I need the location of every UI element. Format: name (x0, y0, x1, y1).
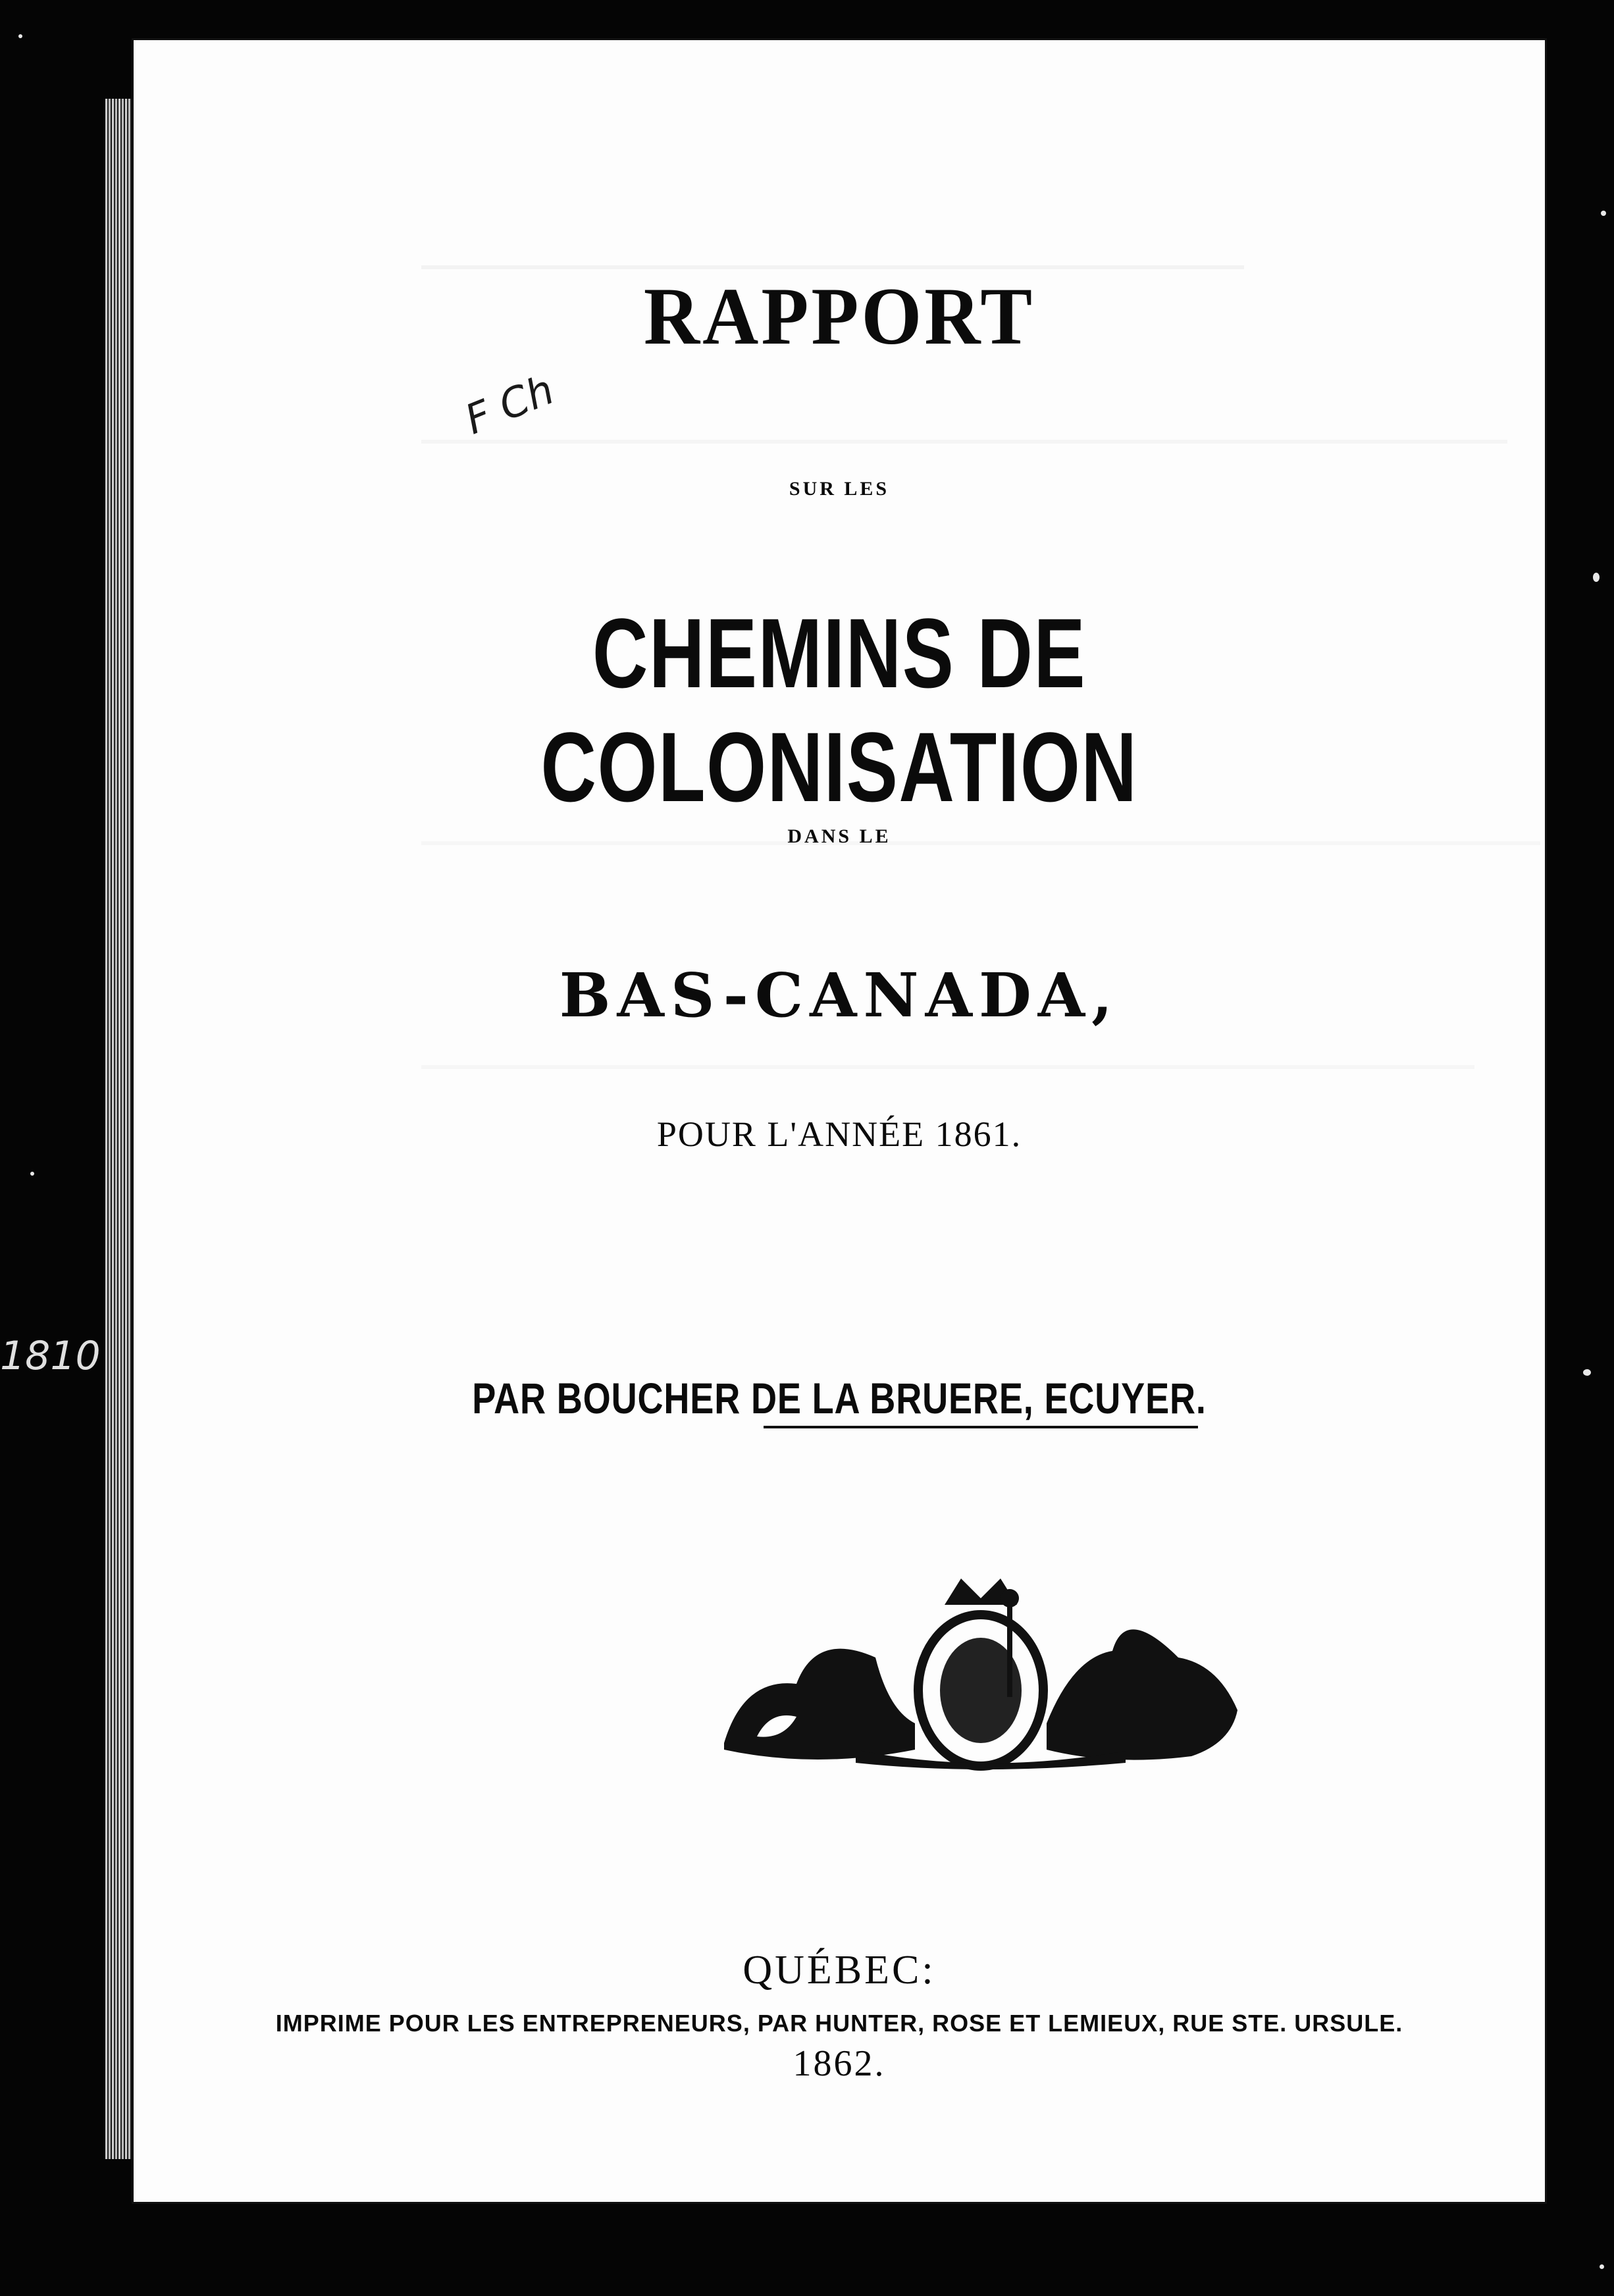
speck (30, 1172, 34, 1176)
title-page (132, 38, 1547, 2204)
region-title: BAS-CANADA, (559, 960, 1120, 1031)
coat-of-arms-icon (717, 1578, 1244, 1776)
speck (1593, 573, 1600, 582)
speck (1600, 2264, 1604, 2269)
dans-le-line: DANS LE (787, 825, 891, 847)
imprint-city: QUÉBEC: (742, 1948, 936, 1993)
sur-les-line: SUR LES (789, 478, 890, 500)
margin-mark: 1810 (0, 1333, 101, 1379)
year-line: POUR L'ANNÉE 1861. (656, 1114, 1022, 1154)
imprint-year: 1862. (793, 2043, 886, 2084)
imprint-printer: IMPRIME POUR LES ENTREPRENEURS, PAR HUNTER, ROSE ET LEMIEUX, RUE STE. URSULE. (275, 2010, 1403, 2037)
bleed-through (421, 440, 1507, 444)
bleed-through (421, 1065, 1474, 1069)
author-underline (764, 1426, 1198, 1428)
speck (18, 34, 22, 38)
report-title: RAPPORT (643, 271, 1035, 362)
speck (1601, 211, 1606, 216)
handwritten-note: F Ch (458, 365, 561, 444)
bleed-through (421, 265, 1244, 269)
author-line: PAR BOUCHER DE LA BRUERE, ECUYER. (472, 1374, 1207, 1422)
speck (1583, 1369, 1591, 1376)
main-title: CHEMINS DE COLONISATION (540, 598, 1138, 822)
